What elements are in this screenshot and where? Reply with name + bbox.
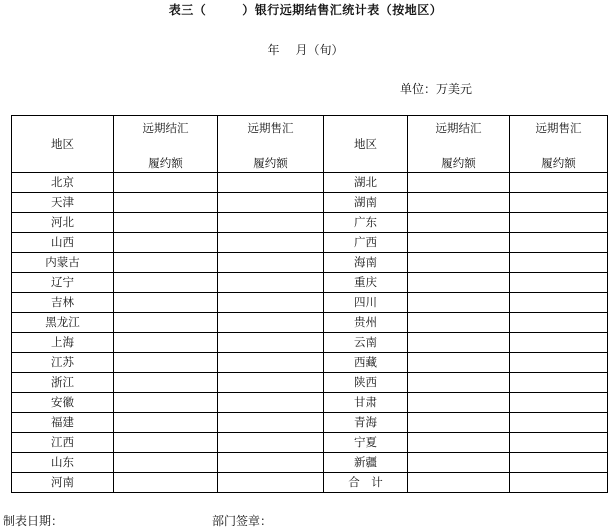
region-left: 吉林 (12, 293, 114, 313)
sale-cell-left[interactable] (218, 273, 324, 293)
sale-cell-left[interactable] (218, 413, 324, 433)
sale-cell-right[interactable] (510, 333, 608, 353)
header-region-left: 地区 (12, 116, 114, 173)
region-right: 陕西 (324, 373, 408, 393)
settlement-cell-left[interactable] (114, 353, 218, 373)
title-suffix: ）银行远期结售汇统计表（按地区） (242, 3, 443, 17)
settlement-cell-right[interactable] (408, 393, 510, 413)
table-row (12, 433, 608, 453)
sale-cell-right[interactable] (510, 213, 608, 233)
settlement-cell-left[interactable] (114, 393, 218, 413)
sale-cell-left[interactable] (218, 393, 324, 413)
region-right: 湖北 (324, 173, 408, 193)
header-forward-settlement-right: 远期结汇 履约额 (408, 116, 510, 173)
sale-cell-right[interactable] (510, 353, 608, 373)
sale-cell-left[interactable] (218, 353, 324, 373)
settlement-cell-left[interactable] (114, 213, 218, 233)
sale-cell-left[interactable] (218, 433, 324, 453)
region-left: 北京 (12, 173, 114, 193)
sale-cell-right[interactable] (510, 393, 608, 413)
table-row (12, 233, 608, 253)
total-label: 合 计 (324, 473, 408, 493)
region-right: 广西 (324, 233, 408, 253)
region-left: 山东 (12, 453, 114, 473)
table-row (12, 473, 608, 493)
region-left: 江苏 (12, 353, 114, 373)
table-header-row (12, 116, 608, 173)
settlement-cell-left[interactable] (114, 173, 218, 193)
sale-cell-left[interactable] (218, 473, 324, 493)
table-row (12, 453, 608, 473)
table-row (12, 413, 608, 433)
sale-cell-left[interactable] (218, 193, 324, 213)
footer-date-label: 制表日期： (3, 514, 64, 528)
sale-cell-left[interactable] (218, 333, 324, 353)
region-right: 湖南 (324, 193, 408, 213)
sale-cell-right[interactable] (510, 273, 608, 293)
region-left: 天津 (12, 193, 114, 213)
header-region-right: 地区 (324, 116, 408, 173)
region-left: 山西 (12, 233, 114, 253)
sale-cell-left[interactable] (218, 173, 324, 193)
table-row (12, 253, 608, 273)
region-left: 河南 (12, 473, 114, 493)
settlement-cell-left[interactable] (114, 433, 218, 453)
region-right: 四川 (324, 293, 408, 313)
region-right: 海南 (324, 253, 408, 273)
settlement-cell-right[interactable] (408, 353, 510, 373)
report-title (0, 1, 611, 18)
table-row (12, 193, 608, 213)
settlement-cell-right[interactable] (408, 253, 510, 273)
settlement-cell-left[interactable] (114, 233, 218, 253)
region-left: 内蒙古 (12, 253, 114, 273)
sale-cell-left[interactable] (218, 233, 324, 253)
settlement-cell-left[interactable] (114, 373, 218, 393)
header-forward-sale-right: 远期售汇 履约额 (510, 116, 608, 173)
table-row (12, 313, 608, 333)
region-left: 福建 (12, 413, 114, 433)
statistics-table (11, 115, 608, 493)
region-left: 江西 (12, 433, 114, 453)
settlement-cell-left[interactable] (114, 273, 218, 293)
settlement-cell-right[interactable] (408, 293, 510, 313)
report-period (0, 41, 611, 58)
sale-cell-left[interactable] (218, 453, 324, 473)
sale-cell-right[interactable] (510, 373, 608, 393)
table-row (12, 373, 608, 393)
settlement-cell-right[interactable] (408, 433, 510, 453)
sale-cell-right[interactable] (510, 313, 608, 333)
sale-cell-right[interactable] (510, 293, 608, 313)
title-prefix: 表三（ (168, 3, 207, 17)
header-forward-sale-left: 远期售汇 履约额 (218, 116, 324, 173)
region-right: 西藏 (324, 353, 408, 373)
sale-cell-left[interactable] (218, 253, 324, 273)
region-right: 甘肃 (324, 393, 408, 413)
region-right: 宁夏 (324, 433, 408, 453)
period-year: 年 (267, 43, 280, 57)
settlement-cell-right[interactable] (408, 173, 510, 193)
region-left: 辽宁 (12, 273, 114, 293)
sale-cell-right[interactable] (510, 453, 608, 473)
settlement-cell-left[interactable] (114, 333, 218, 353)
settlement-cell-left[interactable] (114, 313, 218, 333)
period-month: 月（旬） (295, 43, 344, 57)
settlement-cell-right[interactable] (408, 413, 510, 433)
sale-cell-right[interactable] (510, 413, 608, 433)
sale-cell-left[interactable] (218, 373, 324, 393)
table-row (12, 353, 608, 373)
settlement-cell-left[interactable] (114, 473, 218, 493)
region-left: 黑龙江 (12, 313, 114, 333)
region-right: 贵州 (324, 313, 408, 333)
region-left: 上海 (12, 333, 114, 353)
settlement-cell-left[interactable] (114, 253, 218, 273)
settlement-cell-right[interactable] (408, 213, 510, 233)
settlement-cell-left[interactable] (114, 293, 218, 313)
sale-cell-left[interactable] (218, 313, 324, 333)
table-row (12, 273, 608, 293)
sale-cell-left[interactable] (218, 293, 324, 313)
table-row (12, 173, 608, 193)
sale-cell-right[interactable] (510, 193, 608, 213)
region-right: 重庆 (324, 273, 408, 293)
settlement-cell-right[interactable] (408, 473, 510, 493)
settlement-cell-right[interactable] (408, 193, 510, 213)
table-row (12, 393, 608, 413)
table-row (12, 213, 608, 233)
settlement-cell-left[interactable] (114, 453, 218, 473)
sale-cell-right[interactable] (510, 173, 608, 193)
settlement-cell-left[interactable] (114, 193, 218, 213)
sale-cell-left[interactable] (218, 213, 324, 233)
region-right: 广东 (324, 213, 408, 233)
settlement-cell-right[interactable] (408, 233, 510, 253)
header-forward-settlement-left: 远期结汇 履约额 (114, 116, 218, 173)
footer-sign-label: 部门签章： (212, 514, 273, 528)
region-right: 云南 (324, 333, 408, 353)
sale-cell-right[interactable] (510, 433, 608, 453)
settlement-cell-left[interactable] (114, 413, 218, 433)
table-row (12, 333, 608, 353)
settlement-cell-right[interactable] (408, 333, 510, 353)
unit-label: 单位：万美元 (400, 82, 473, 96)
region-left: 河北 (12, 213, 114, 233)
settlement-cell-right[interactable] (408, 373, 510, 393)
table-row (12, 293, 608, 313)
sale-cell-right[interactable] (510, 233, 608, 253)
settlement-cell-right[interactable] (408, 453, 510, 473)
sale-cell-right[interactable] (510, 473, 608, 493)
settlement-cell-right[interactable] (408, 273, 510, 293)
region-right: 新疆 (324, 453, 408, 473)
sale-cell-right[interactable] (510, 253, 608, 273)
settlement-cell-right[interactable] (408, 313, 510, 333)
region-left: 浙江 (12, 373, 114, 393)
region-right: 青海 (324, 413, 408, 433)
region-left: 安徽 (12, 393, 114, 413)
